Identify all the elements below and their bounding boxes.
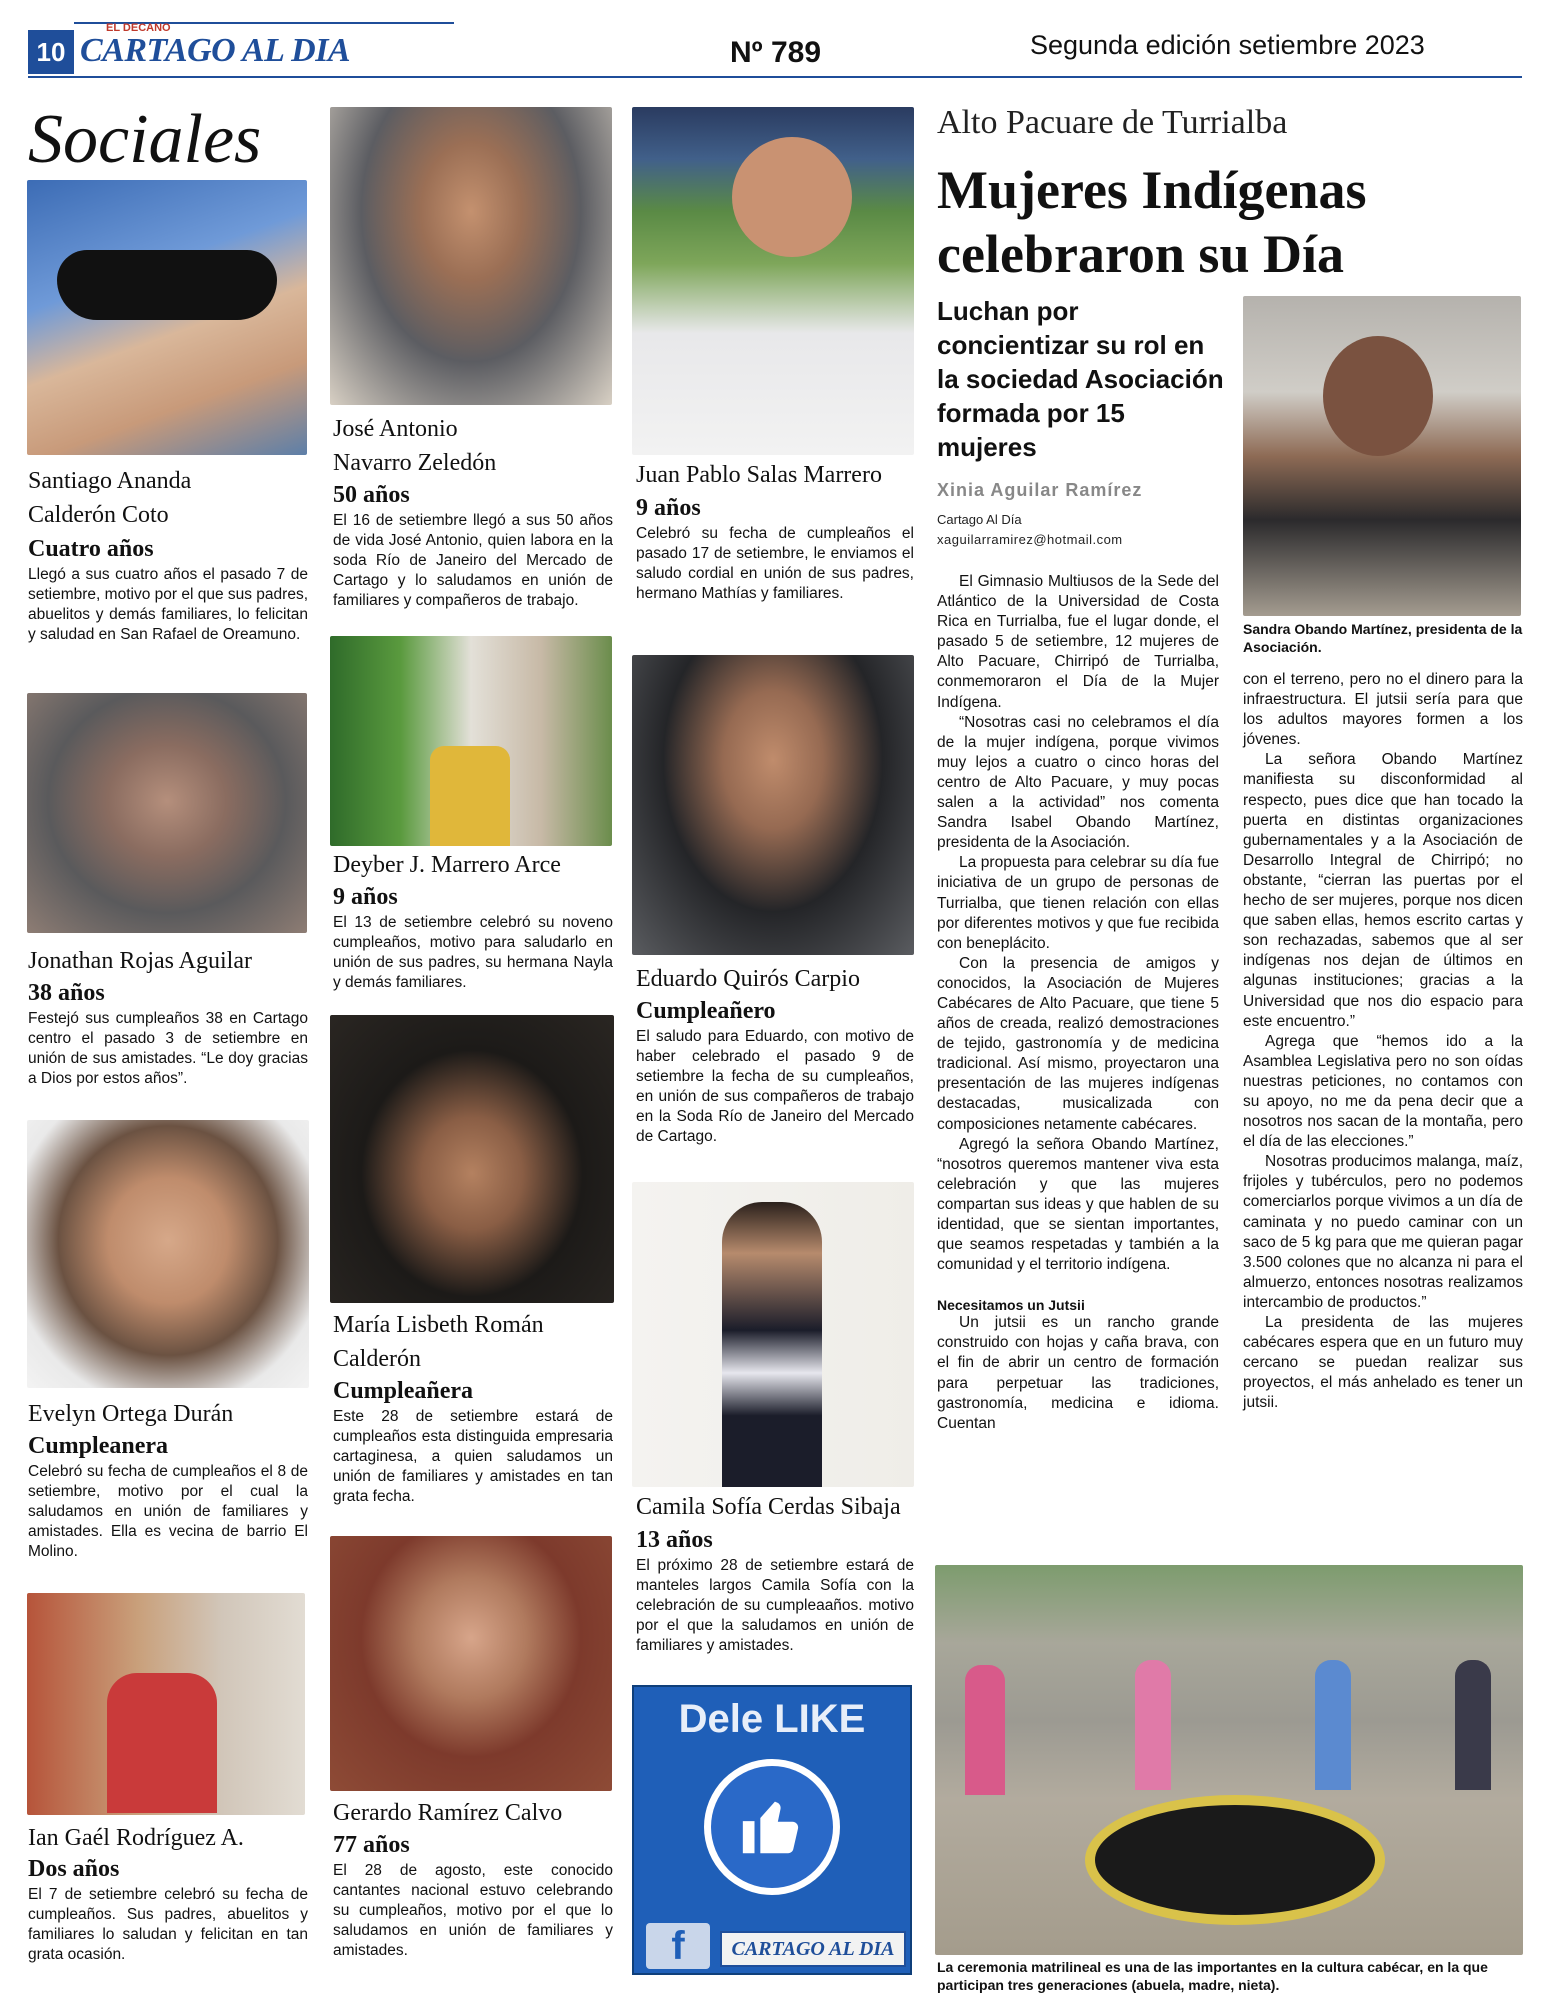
edition-date: Segunda edición setiembre 2023 [1030,30,1425,60]
photo-camila [632,1182,914,1487]
thumbs-up-icon [704,1759,840,1895]
photo-evelyn [27,1120,309,1388]
article-paragraph: Con la presencia de amigos y conocidos, la Asociación de Mujeres Cabécares de Alto Pacuare, que tiene 5 años de creada, realizó demostraciones de tejido, gastronomía y de medicina tradicional. Así mismo, proyectaron una presentación de las mujeres indígenas destacadas, musicalizada con composiciones netamente cabécares. [937,954,1219,1133]
social-text: Llegó a sus cuatro años el pasado 7 de setiembre, motivo por el que sus padres, abuelitos y demás familiares, lo felicitan y saludad en San Rafael de Oreamuno. [28,566,308,643]
social-text: El 16 de setiembre llegó a sus 50 años de vida José Antonio, quien labora en la soda Río de Janeiro del Mercado de Cartago y lo saludamos en unión de familiares y compañeros de trabajo. [333,512,613,609]
section-title: Sociales [28,101,262,178]
article-subheadline: Luchan por concientizar su rol en la sociedad Asociación formada por 15 mujeres [937,296,1224,462]
social-age: 50 años [333,482,410,508]
social-name: Evelyn Ortega Durán [28,1401,234,1427]
social-text: Celebró su fecha de cumpleaños el 8 de setiembre, motivo por el cual la saludamos en unión de familiares y amistades. Ella es vecina de barrio El Molino. [28,1463,308,1560]
social-name: María Lisbeth Román [333,1312,544,1338]
article-paragraph: La propuesta para celebrar su día fue iniciativa de un grupo de personas de Turrialba, que tienen relación con ellas por diferentes motivos y que fue recibida con beneplácito. [937,854,1219,952]
social-text: El próximo 28 de setiembre estará de manteles largos Camila Sofía con la celebración de su cumpleaaños. motivo por el que la saludamos en unión de familiares y amistades. [636,1557,914,1654]
facebook-like-ad[interactable] [632,1685,912,1975]
author-email[interactable]: xaguilarramirez@hotmail.com [937,532,1123,547]
page-number: 10 [28,30,74,74]
issue-number: Nº 789 [730,36,822,69]
photo-jose-antonio [330,107,612,405]
social-age: 9 años [333,884,398,910]
logo-tagline: EL DECANO [106,22,171,34]
photo-maria-lisbeth [330,1015,614,1303]
photo-sandra-obando [1243,296,1521,616]
social-name: Ian Gaél Rodríguez A. [28,1825,244,1851]
social-text: El 7 de setiembre celebró su fecha de cumpleaños. Sus padres, abuelitos y familiares lo saludan y felicitan en tan grata ocasión. [28,1886,308,1963]
ad-brand: CARTAGO AL DIA [720,1931,906,1967]
header-divider [28,76,1522,78]
social-name: Juan Pablo Salas Marrero [636,462,882,488]
article-column-2 [1243,670,1523,1413]
social-name: Deyber J. Marrero Arce [333,852,561,878]
article-paragraph: Nosotras producimos malanga, maíz, frijoles y tubérculos, pero no podemos comerciarlos porque vivimos a un día de caminata y no puedo caminar con un saco de 5 kg para que me quieran pagar 3.500 colones que no alcanza ni para el almuerzo, entonces nosotras realizamos intercambio de productos.” [1243,1153,1523,1311]
article-outlet: Cartago Al Día [937,512,1022,527]
social-age: Cumpleañera [333,1378,473,1404]
social-text: Festejó sus cumpleaños 38 en Cartago centro el pasado 3 de setiembre en unión de sus amistades. “Le doy gracias a Dios por estos años”. [28,1010,308,1087]
social-age: 13 años [636,1527,713,1553]
photo-gerardo [330,1536,612,1791]
social-text: El saludo para Eduardo, con motivo de haber celebrado el pasado 9 de setiembre la fecha de su cumpleaños, en unión de sus compañeros de trabajo en la Soda Río de Janeiro del Mercado de Cartago. [636,1028,914,1145]
social-age: 9 años [636,495,701,521]
social-name: Calderón Coto [28,502,169,528]
social-age: Cuatro años [28,536,154,562]
photo-eduardo [632,655,914,955]
social-text: Celebró su fecha de cumpleaños el pasado 17 de setiembre, le enviamos el saludo cordial en unión de sus padres, hermano Mathías y familiares. [636,525,914,602]
social-age: 77 años [333,1832,410,1858]
social-name: José Antonio [333,416,458,442]
article-paragraph: Un jutsii es un rancho grande construido con hojas y caña brava, con el fin de abrir un centro de formación para perpetuar las tradiciones, gastronomía, medicina e idioma. Cuentan [937,1314,1219,1432]
article-kicker: Alto Pacuare de Turrialba [937,104,1288,141]
social-text: El 28 de agosto, este conocido cantantes nacional estuvo celebrando su cumpleaños, motivo por el que lo saludamos en unión de familiares y amistades. [333,1862,613,1959]
article-column-1 [937,572,1219,1434]
photo-caption: La ceremonia matrilineal es una de las importantes en la cultura cabécar, en la que participan tres generaciones (abuela, madre, nieta). [937,1959,1488,1993]
social-age: Cumpleanera [28,1433,168,1459]
article-paragraph: La señora Obando Martínez manifiesta su disconformidad al respecto, pues dice que han tocado la puerta en distintas organizaciones gubernamentales y a la Asociación de Desarrollo Integral de Chirripó; no obstante, “cierran las puertas por el hecho de ser mujeres, porque nos dicen que saben ellas, hemos escrito cartas y son rechazadas, sabemos que al ser indígenas nos dejan de últimos en algunas instituciones; gracias a la Universidad que nos dio espacio para este encuentro.” [1243,751,1523,1030]
social-age: 38 años [28,980,105,1006]
photo-juan-pablo [632,107,914,455]
social-name: Santiago Ananda [28,468,192,494]
social-name: Camila Sofía Cerdas Sibaja [636,1494,901,1520]
facebook-icon: f [646,1923,710,1969]
social-name: Gerardo Ramírez Calvo [333,1800,563,1826]
photo-deyber [330,636,612,846]
masthead-logo [74,18,351,72]
portrait-caption: Sandra Obando Martínez, presidenta de la Asociación. [1243,621,1523,655]
logo-name: CARTAGO AL DIA [80,32,351,69]
photo-ceremony [935,1565,1523,1955]
article-subhead: Necesitamos un Jutsii [937,1297,1085,1314]
social-text: Este 28 de setiembre estará de cumpleaños esta distinguida empresaria cartaginesa, a quien saludamos un unión de familiares y amistades en tan grata fecha. [333,1408,613,1505]
ad-title: Dele LIKE [678,1697,866,1741]
article-paragraph: El Gimnasio Multiusos de la Sede del Atlántico de la Universidad de Costa Rica en Turrialba, fue el lugar donde, el pasado 5 de setiembre, 12 mujeres de Alto Pacuare, Chirripó de Turrialba, conmemoraron el Día de la Mujer Indígena. [937,573,1219,711]
social-name: Calderón [333,1346,421,1372]
social-text: El 13 de setiembre celebró su noveno cumpleaños, motivo para saludarlo en unión de sus padres, su hermana Nayla y demás familiares. [333,914,613,991]
photo-jonathan [27,693,307,933]
photo-santiago [27,180,307,455]
social-name: Eduardo Quirós Carpio [636,966,860,992]
photo-ian [27,1593,305,1815]
article-paragraph: “Nosotras casi no celebramos el día de la mujer indígena, porque vivimos muy lejos a cuatro o cinco horas del centro de Alto Pacuare, y muy pocas salen a la actividad” nos comenta Sandra Isabel Obando Martínez, presidenta de la Asociación. [937,713,1219,852]
social-age: Cumpleañero [636,998,776,1024]
article-paragraph: La presidenta de las mujeres cabécares espera que en un futuro muy cercano se puedan realizar sus proyectos, el más anhelado es tener un jutsii. [1243,1314,1523,1412]
social-name: Jonathan Rojas Aguilar [28,948,252,974]
article-paragraph: con el terreno, pero no el dinero para la infraestructura. El jutsii sería para que los adultos mayores formen a los jóvenes. [1243,671,1523,749]
article-paragraph: Agrega que “hemos ido a la Asamblea Legislativa pero no son oídas nuestras peticiones, no contamos con su apoyo, no me da pena decir que a nosotros nos sacan de la montaña, pero el día de las elecciones.” [1243,1032,1523,1151]
article-author: Xinia Aguilar Ramírez [937,480,1143,500]
article-paragraph: Agregó la señora Obando Martínez, “nosotros queremos mantener viva esta celebración y que las mujeres compartan sus ideas y que hablen de su identidad, que se sientan importantes, que seamos respetadas y también a la comunidad y el territorio indígena. [937,1135,1219,1274]
social-name: Navarro Zeledón [333,450,497,476]
article-headline: Mujeres Indígenas celebraron su Día [937,160,1367,284]
social-age: Dos años [28,1856,120,1882]
